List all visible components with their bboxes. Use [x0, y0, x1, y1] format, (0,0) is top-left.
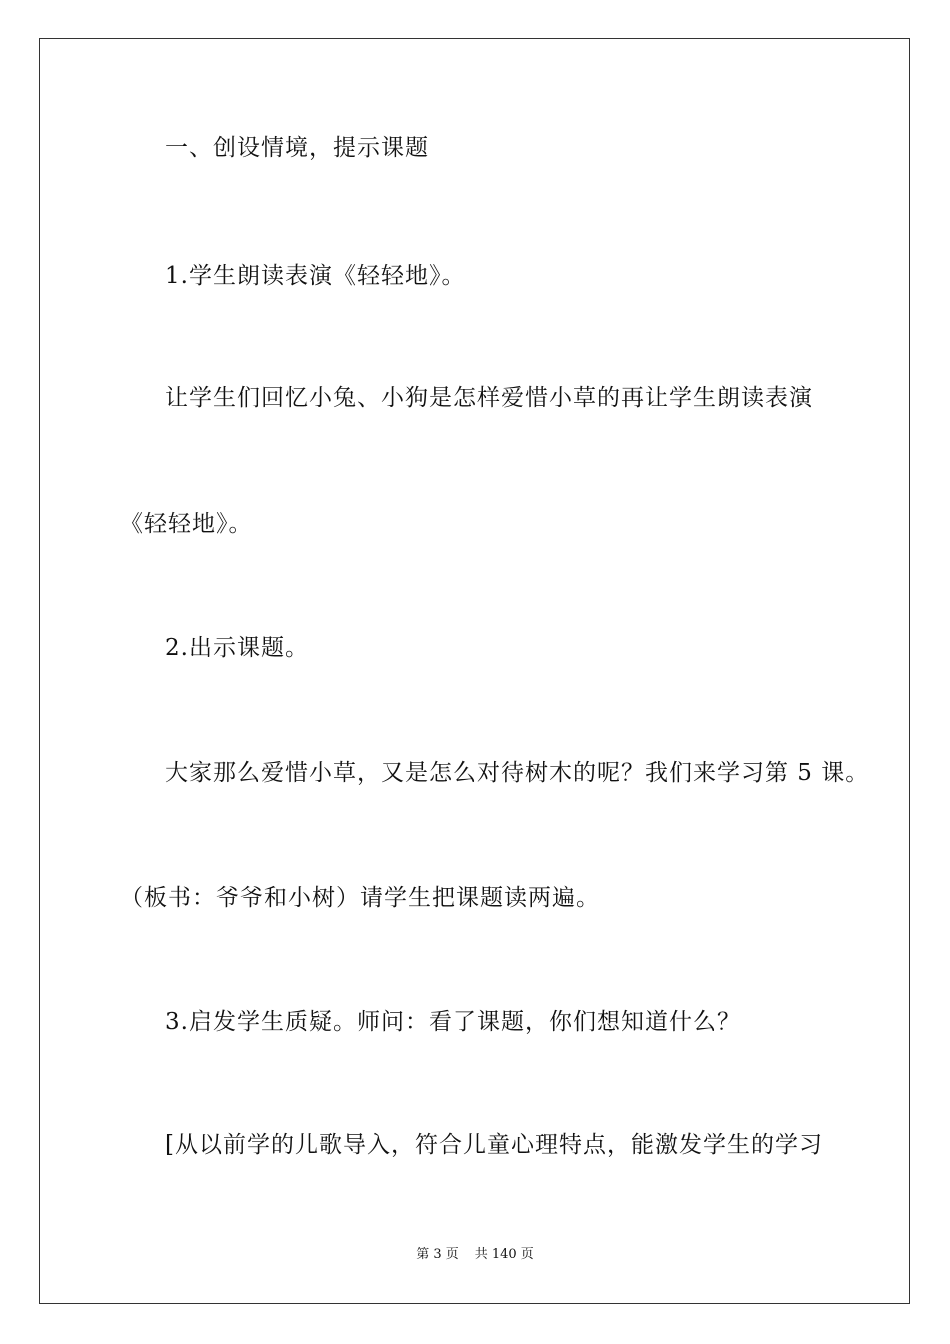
paragraph-line: 大家那么爱惜小草，又是怎么对待树木的呢？我们来学习第 5 课。 [165, 760, 870, 786]
section-heading: 一、创设情境，提示课题 [165, 135, 429, 161]
page-number: 第 3 页 [416, 1247, 459, 1262]
paragraph-line: [从以前学的儿歌导入，符合儿童心理特点，能激发学生的学习 [165, 1132, 823, 1158]
paragraph-line: 1.学生朗读表演《轻轻地》。 [165, 263, 466, 289]
paragraph-line: 《轻轻地》。 [120, 511, 253, 537]
paragraph-line: （板书：爷爷和小树）请学生把课题读两遍。 [120, 885, 600, 911]
paragraph-line: 3.启发学生质疑。师问：看了课题，你们想知道什么？ [165, 1009, 741, 1035]
page-border [39, 38, 910, 1304]
paragraph-line: 让学生们回忆小兔、小狗是怎样爱惜小草的再让学生朗读表演 [165, 385, 813, 411]
paragraph-line: 2.出示课题。 [165, 635, 309, 661]
page-footer [0, 1246, 950, 1264]
total-pages: 共 140 页 [474, 1247, 534, 1262]
